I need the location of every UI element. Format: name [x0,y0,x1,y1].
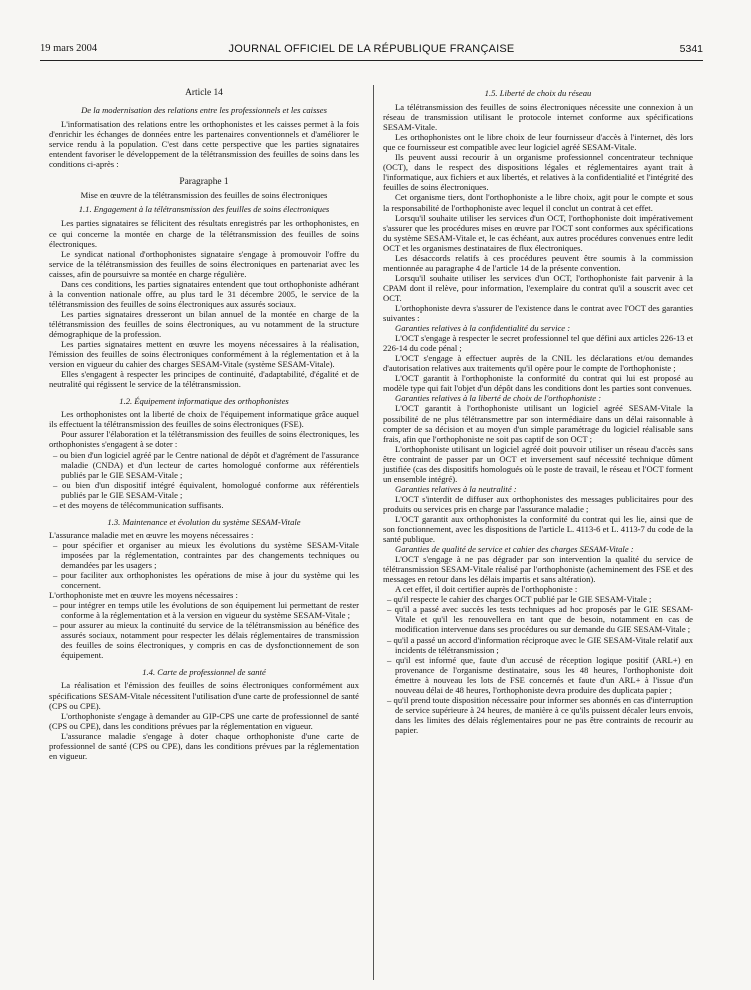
section-1-2-title: 1.2. Équipement informatique des orthophonistes [119,396,289,407]
list-item: – pour intégrer en temps utile les évolutions de son équipement lui permettant de rester conforme à la réglementation et à la version en vigueur du système SESAM-Vitale ; [49,600,359,620]
list-item: – qu'il respecte le cahier des charges OCT publié par le GIE SESAM-Vitale ; [383,594,693,604]
neutrality-guarantees-title: Garanties relatives à la neutralité : [395,483,517,494]
list-item: – et des moyens de télécommunication suffisants. [49,500,359,510]
column-separator [373,85,374,980]
list-item: – pour spécifier et organiser au mieux les évolutions du système SESAM-Vitale imposées par la réglementation, contraintes par des changements techniques ou demandées par les usagers ; [49,540,359,570]
article-intro: L'informatisation des relations entre les orthophonistes et les caisses permet à la fois d'enrichir les échanges de données entre les partenaires conventionnels et d'améliorer le service rendu à la population. C'est dans cette perspective que les parties signataires entendent favoriser le développement de la télétransmission des feuilles de soins dans les conditions ci-après : [49,119,359,170]
list-item: – qu'il prend toute disposition nécessaire pour informer ses abonnés en cas d'interruption de service supérieure à 24 heures, de manière à ce qu'ils puissent décaler leurs envois, dans les limites des délais réglementaires pour ne pas être contraints de recourir au papier. [383,695,693,735]
section-1-4-text: La réalisation et l'émission des feuilles de soins électroniques conformément aux spécifications SESAM-Vitale nécessitent l'utilisation d'une carte de professionnel de santé (CPS ou CPE). [49,680,359,711]
section-1-2-text: Les orthophonistes ont la liberté de choix de l'équipement informatique grâce auquel ils effectuent la télétransmission des feuilles de soins électroniques (FSE). [49,409,359,430]
list-item: – qu'il a passé avec succès les tests techniques ad hoc proposés par le GIE SESAM-Vitale et qu'il les renouvellera en tant que de besoin, notamment en cas de modification intervenue dans ses procédures ou sur demande du GIE SESAM-Vitale ; [383,604,693,634]
guarantee-text: L'OCT garantit à l'orthophoniste utilisant un logiciel agréé SESAM-Vitale la possibilité de ne plus télétransmettre par son intermédiaire dans un délai raisonnable à compter de sa décision et au moyen d'un simple paramétrage du logiciel réalisable sans frais, afin que l'orthophoniste ne soit pas captif de son OCT ; [383,403,693,444]
right-column [383,88,693,735]
journal-title: JOURNAL OFFICIEL DE LA RÉPUBLIQUE FRANÇAISE [228,43,515,55]
guarantee-text: L'OCT s'engage à effectuer auprès de la CNIL les déclarations et/ou demandes d'autorisation relatives aux traitements qu'il opère pour le compte de l'orthophoniste ; [383,353,693,374]
article-subtitle: De la modernisation des relations entre les professionnels et les caisses [81,105,327,116]
list-item: – qu'il a passé un accord d'information réciproque avec le GIE SESAM-Vitale relatif aux incidents de télétransmission ; [383,635,693,655]
section-1-1-text: Elles s'engagent à respecter les principes de continuité, d'adaptabilité, d'égalité et de neutralité qui régissent le service de la télétransmission. [49,369,359,390]
certification-list [383,594,693,735]
section-1-5-title: 1.5. Liberté de choix du réseau [484,88,592,98]
section-1-5-text: Lorsqu'il souhaite utiliser les services d'un OCT, l'orthophoniste doit impérativement s'assurer que les procédures mises en œuvre par l'OCT sont conformes aux spécifications du système SESAM-Vitale et, le cas échéant, aux autres procédures convenues entre ledit OCT et les organismes destinataires de flux électroniques. [383,212,693,253]
page-header [40,43,703,57]
section-1-1-text: Les parties signataires se félicitent des résultats enregistrés par les orthophonistes, en ce qui concerne la montée en charge de la télétransmission des feuilles de soins électroniques. [49,218,359,249]
left-column [49,88,359,761]
article-title: Article 14 [185,88,223,98]
section-1-5-text: Les orthophonistes ont le libre choix de leur fournisseur d'accès à l'internet, dès lors que ce fournisseur est compatible avec leur logiciel agréé SESAM-Vitale. [383,132,693,153]
list-item: – qu'il est informé que, faute d'un accusé de réception logique positif (ARL+) en provenance de l'organisme destinataire, sous les 48 heures, l'orthophoniste doit émettre à nouveau les lots de FSE concernés et faute d'un ARL+ à l'issue d'un nouveau délai de 48 heures, l'orthophoniste devra produire des duplicata papier ; [383,655,693,695]
list-item: – ou bien d'un dispositif intégré équivalent, homologué conforme aux référentiels publiés par le GIE SESAM-Vitale ; [49,480,359,500]
guarantee-text: L'OCT s'engage à respecter le secret professionnel tel que défini aux articles 226-13 et 226-14 du code pénal ; [383,333,693,354]
guarantee-text: L'OCT garantit à l'orthophoniste la conformité du contrat qui lui est proposé au modèle type qui fait l'objet d'un dépôt dans les conditions dont les parties sont convenues. [383,373,693,394]
header-rule [40,60,703,61]
page-number: 5341 [679,43,703,55]
paragraph-title: Paragraphe 1 [179,177,229,188]
section-1-5-text: La télétransmission des feuilles de soins électroniques nécessite une connexion à un réseau de transmission utilisant le protocole internet conforme aux spécifications SESAM-Vitale. [383,102,693,133]
paragraph-subtitle: Mise en œuvre de la télétransmission des feuilles de soins électroniques [80,190,328,201]
section-1-1-title: 1.1. Engagement à la télétransmission des feuilles de soins électroniques [78,204,330,215]
section-1-5-text: Cet organisme tiers, dont l'orthophoniste a le libre choix, agit pour le compte et sous la responsabilité de l'orthophoniste avec lequel il conclut un contrat à cet effet. [383,192,693,213]
guarantee-text: L'orthophoniste utilisant un logiciel agréé doit pouvoir utiliser un réseau d'accès sans être contraint de passer par un OCT et inversement sauf nécessité technique dûment justifiée (cas des dispositifs homologués où le poste de travail, le réseau et l'OCT forment un ensemble intégré). [383,443,693,484]
section-1-4-title: 1.4. Carte de professionnel de santé [142,667,266,678]
section-1-1-text: Les parties signataires mettent en œuvre les moyens nécessaires à la réalisation, l'émission des feuilles de soins électroniques conformément à la réglementation et à la version en vigueur du cahier des charges SESAM-Vitale (système SESAM-Vitale). [49,339,359,370]
quality-guarantees-title: Garanties de qualité de service et cahier des charges SESAM-Vitale : [395,544,634,555]
section-1-1-text: Dans ces conditions, les parties signataires entendent que tout orthophoniste adhérant à la convention nationale offre, au plus tard le 31 décembre 2005, le service de la télétransmission des feuilles de soins électroniques aux assurés sociaux. [49,278,359,309]
section-1-5-text: L'orthophoniste devra s'assurer de l'existence dans le contrat avec l'OCT des garanties suivantes : [383,302,693,324]
guarantee-text: A cet effet, il doit certifier auprès de l'orthophoniste : [395,584,578,595]
section-1-1-text: Les parties signataires dresseront un bilan annuel de la montée en charge de la télétransmission des feuilles de soins électroniques, au vu notamment de la structure démographique de la profession. [49,308,359,339]
guarantee-text: L'OCT garantit aux orthophonistes la conformité du contrat qui les lie, ainsi que de son fonctionnement, avec les dispositions de l'article L. 4113-6 et L. 4113-7 du code de la santé publique. [383,513,693,545]
section-1-4-text: L'assurance maladie s'engage à doter chaque orthophoniste d'une carte de professionnel de santé (CPS ou CPE), dans les conditions prévues par la réglementation en vigueur. [49,730,359,761]
section-1-5-text: Ils peuvent aussi recourir à un organisme professionnel concentrateur technique (OCT), dans le respect des dispositions légales et réglementaires ayant trait à l'informatique, aux fichiers et aux libertés, et relatives à la confidentialité et l'intégrité des feuilles de soins électroniques. [383,152,693,193]
section-1-2-text: Pour assurer l'élaboration et la télétransmission des feuilles de soins électroniques, les orthophonistes s'engagent à se doter : [49,429,359,450]
section-1-5-text: Les désaccords relatifs à ces procédures peuvent être soumis à la commission mentionnée au paragraphe 4 de l'article 14 de la présente convention. [383,252,693,273]
section-1-5-text: Lorsqu'il souhaite utiliser les services d'un OCT, l'orthophoniste fait parvenir à la CPAM dont il relève, pour information, l'exemplaire du contrat qu'il a souscrit avec cet OCT. [383,272,693,303]
section-1-3-text: L'assurance maladie met en œuvre les moyens nécessaires : [49,529,254,540]
equipment-list [49,450,359,510]
issue-date: 19 mars 2004 [40,43,98,54]
section-1-4-text: L'orthophoniste s'engage à demander au GIP-CPS une carte de professionnel de santé (CPS ou CPE), dans les conditions prévues par la réglementation en vigueur. [49,710,359,731]
practitioner-means-list [49,600,359,660]
section-1-3-text: L'orthophoniste met en œuvre les moyens nécessaires : [49,590,238,601]
list-item: – pour assurer au mieux la continuité du service de la télétransmission au bénéfice des assurés sociaux, notamment pour respecter les délais réglementaires de transmission des feuilles de soins électroniques, y compris en cas de dysfonctionnement de son équipement. [49,620,359,660]
insurer-means-list [49,540,359,590]
list-item: – pour faciliter aux orthophonistes les opérations de mise à jour du système qui les concernent. [49,570,359,590]
section-1-1-text: Le syndicat national d'orthophonistes signataire s'engage à promouvoir l'offre du service de la télétransmission des feuilles de soins électroniques en partenariat avec les caisses, afin de poursuivre sa montée en charge régulière. [49,248,359,279]
section-1-3-title: 1.3. Maintenance et évolution du système SESAM-Vitale [107,516,301,527]
list-item: – ou bien d'un logiciel agréé par le Centre national de dépôt et d'agrément de l'assurance maladie (CNDA) et d'un lecteur de cartes homologué conforme aux référentiels publiés par le GIE SESAM-Vitale ; [49,450,359,480]
confidentiality-guarantees-title: Garanties relatives à la confidentialité du service : [395,323,571,334]
freedom-guarantees-title: Garanties relatives à la liberté de choix de l'orthophoniste : [395,393,602,404]
guarantee-text: L'OCT s'engage à ne pas dégrader par son intervention la qualité du service de télétransmission SESAM-Vitale réalisé par l'orthophoniste (acheminement des FSE et des messages en retour dans les délais impartis et sans altération). [383,554,693,585]
guarantee-text: L'OCT s'interdit de diffuser aux orthophonistes des messages publicitaires pour des produits ou services pris en charge par l'assurance maladie ; [383,493,693,514]
